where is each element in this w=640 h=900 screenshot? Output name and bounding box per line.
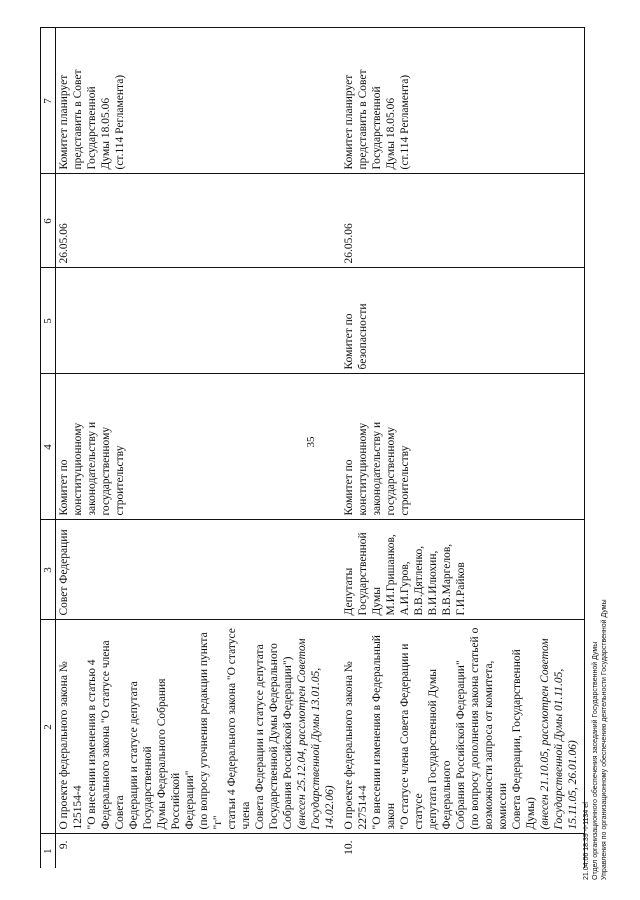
date-cell: 26.05.06 — [341, 174, 585, 268]
plan-line: Думы 18.05.06 — [100, 97, 112, 170]
row-number: 10. — [341, 834, 585, 868]
committee-line: законодательству и — [86, 421, 98, 516]
footer — [582, 599, 609, 880]
bill-line: Совета Федерации, Государственной Думы) — [511, 649, 537, 830]
initiator-line: Г.И.Райков — [455, 562, 467, 616]
committee-line: государственному — [100, 426, 112, 516]
committee-cell — [56, 374, 342, 520]
plan-line: Комитет планирует — [343, 74, 355, 170]
bill-line: Федерации и статусе депутата Государственной — [128, 681, 154, 830]
column-header: 5 — [41, 268, 56, 374]
bill-line: Думы Федерального Собрания Российской — [156, 678, 182, 830]
initiator-line: Государственной — [357, 532, 369, 616]
bill-line: "О статусе члена Совета Федерации и статусе — [399, 643, 425, 830]
initiator-line: В.И.Илюхин, — [427, 550, 439, 616]
column-header: 7 — [41, 28, 56, 174]
bill-line: Совета Федерации и статусе депутата — [254, 644, 266, 830]
footer-line: Отдел организационного обеспечения заседаний Государственной Думы — [592, 641, 599, 880]
initiator-line: В.В.Дятленко, — [413, 545, 425, 616]
committee-line: Комитет по — [343, 459, 355, 516]
bill-description — [56, 620, 342, 834]
bill-line: "О внесении изменения в статью 4 — [86, 659, 98, 830]
bill-line: (по вопросу уточнения редакции пункта "г" — [198, 632, 224, 830]
column-header: 3 — [41, 520, 56, 620]
initiator-line: Думы — [371, 587, 383, 616]
plan-line: представить в Совет — [357, 69, 369, 170]
plan-line: Государственной — [371, 86, 383, 170]
bill-line: Собрания Российской Федерации" — [455, 660, 467, 830]
co-committee-line: безопасности — [357, 303, 369, 370]
initiator-line: М.И.Гришанков, — [385, 534, 397, 616]
bill-line: статьи 4 Федерального закона "О статусе члена — [226, 628, 252, 830]
bill-title: О проекте федерального закона № 227514-4 — [343, 661, 369, 830]
bill-line: Собрания Российской Федерации") — [282, 656, 294, 830]
footer-line: Управления по организационному обеспечению деятельности Государственной Думы — [601, 599, 608, 880]
column-header-row — [41, 28, 56, 868]
page-number: 35 — [305, 436, 317, 448]
bill-line: Государственной Думы Федерального — [268, 643, 280, 830]
committee-cell — [341, 374, 585, 520]
column-header: 1 — [41, 834, 56, 868]
committee-line: конституционному — [357, 422, 369, 516]
initiator-line: Совет Федерации — [58, 529, 70, 616]
plan-line: Думы 18.05.06 — [385, 97, 397, 170]
initiator-cell — [341, 520, 585, 620]
bill-line: "О внесении изменения в Федеральный закон — [371, 635, 397, 830]
plan-cell — [341, 28, 585, 174]
column-header: 4 — [41, 374, 56, 520]
date-cell: 26.05.06 — [56, 174, 342, 268]
plan-cell — [56, 28, 342, 174]
rotated-table-sheet — [40, 28, 608, 868]
plan-line: Комитет планирует — [58, 74, 70, 170]
co-committee-cell — [341, 268, 585, 374]
table-row — [341, 28, 585, 868]
bill-line: возможности запроса от комитета, комиссии — [483, 660, 509, 830]
bill-description — [341, 620, 585, 834]
initiator-cell — [56, 520, 342, 620]
column-header: 6 — [41, 174, 56, 268]
bill-line: (по вопросу дополнения закона статьей о — [469, 627, 481, 830]
initiator-line: А.И.Гуров, — [399, 561, 411, 616]
row-number: 9. — [56, 834, 342, 868]
plan-line: представить в Совет — [72, 69, 84, 170]
co-committee-cell — [56, 268, 342, 374]
plan-line: Государственной — [86, 86, 98, 170]
bill-line: депутата Государственной Думы Федерального — [427, 669, 453, 830]
committee-line: Комитет по — [58, 459, 70, 516]
committee-line: конституционному — [72, 422, 84, 516]
plan-line: (ст.114 Регламента) — [114, 74, 126, 170]
bill-title: О проекте федерального закона № 125154-4 — [58, 661, 84, 830]
footer-line: 21.04.06 18:39 -I-1134 ef — [583, 801, 590, 880]
committee-line: государственному — [385, 426, 397, 516]
committee-line: законодательству и — [371, 421, 383, 516]
committee-line: строительству — [114, 445, 126, 516]
column-header: 2 — [41, 620, 56, 834]
bill-line: Федерального закона "О статусе члена Совета — [100, 640, 126, 830]
plan-line: (ст.114 Регламента) — [399, 74, 411, 170]
initiator-line: В.В.Маргелов, — [441, 543, 453, 616]
initiator-line: Депутаты — [343, 567, 355, 616]
co-committee-line: Комитет по — [343, 313, 355, 370]
bills-table — [40, 28, 585, 869]
table-row — [56, 28, 342, 868]
bill-note: (внесен 21.10.05, рассмотрен Советом Государственной Думы 01.11.05, 15.11.05, 26.01.06) — [539, 638, 579, 830]
bill-line: Федерации" — [184, 770, 196, 830]
committee-line: строительству — [399, 445, 411, 516]
bill-note: (внесен 25.12.04, рассмотрен Советом Государственной Думы 13.01.05, 14.02.06) — [296, 638, 336, 830]
